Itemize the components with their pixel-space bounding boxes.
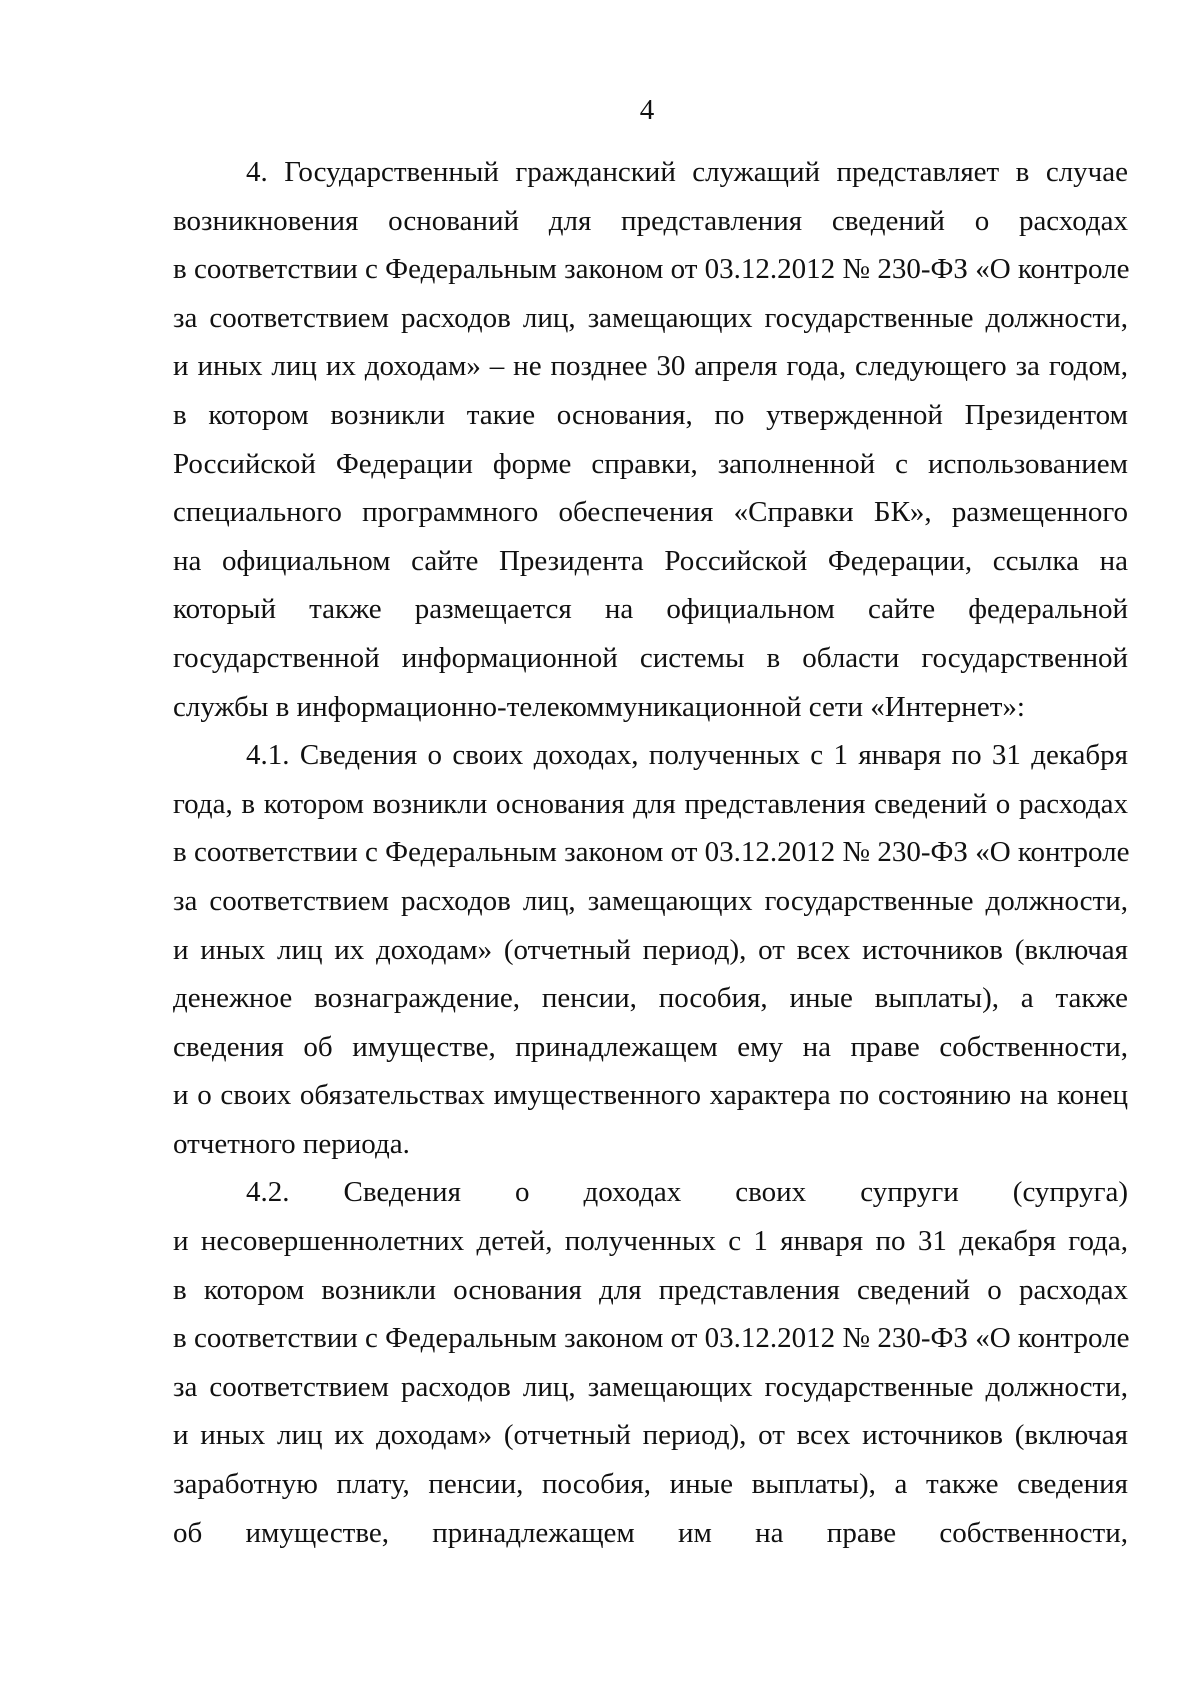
text-line: 4. Государственный гражданский служащий представляет в случае [246, 156, 1128, 188]
text-line: в соответствии с Федеральным законом от 03.12.2012 № 230-ФЗ «О контроле [173, 1322, 1130, 1355]
text-line: и несовершеннолетних детей, полученных с 1 января по 31 декабря года, [173, 1225, 1128, 1258]
text-line: денежное вознаграждение, пенсии, пособия, иные выплаты), а также [173, 982, 1128, 1015]
text-line: Российской Федерации форме справки, заполненной с использованием [173, 447, 1128, 480]
text-line: заработную плату, пенсии, пособия, иные выплаты), а также сведения [173, 1468, 1128, 1501]
paragraph-4-2 [173, 1168, 1128, 1557]
text-line: службы в информационно-телекоммуникационной сети «Интернет»: [173, 690, 1025, 723]
text-line: государственной информационной системы в области государственной [173, 641, 1128, 674]
text-line: который также размещается на официальном сайте федеральной [173, 593, 1128, 626]
text-line: специального программного обеспечения «Справки БК», размещенного [173, 496, 1128, 529]
paragraph-4 [173, 148, 1128, 731]
text-line: об имуществе, принадлежащем им на праве собственности, [173, 1516, 1128, 1549]
text-line: за соответствием расходов лиц, замещающих государственные должности, [173, 884, 1128, 917]
text-line: 4.1. Сведения о своих доходах, полученных с 1 января по 31 декабря [246, 739, 1128, 772]
text-line: в соответствии с Федеральным законом от 03.12.2012 № 230-ФЗ «О контроле [173, 253, 1130, 286]
paragraph-4-1 [173, 731, 1128, 1168]
text-line: года, в котором возникли основания для представления сведений о расходах [173, 787, 1128, 820]
text-line: сведения об имуществе, принадлежащем ему на праве собственности, [173, 1030, 1128, 1063]
text-line: за соответствием расходов лиц, замещающих государственные должности, [173, 1370, 1128, 1403]
text-line: 4.2. Сведения о доходах своих супруги (супруга) [246, 1176, 1128, 1209]
text-line: в котором возникли основания для представления сведений о расходах [173, 1273, 1128, 1306]
text-line: и о своих обязательствах имущественного характера по состоянию на конец [173, 1079, 1128, 1112]
text-line: и иных лиц их доходам» – не позднее 30 апреля года, следующего за годом, [173, 350, 1128, 383]
text-line: и иных лиц их доходам» (отчетный период), от всех источников (включая [173, 933, 1128, 966]
text-line: и иных лиц их доходам» (отчетный период), от всех источников (включая [173, 1419, 1128, 1452]
document-body [173, 148, 1128, 1557]
text-line: на официальном сайте Президента Российской Федерации, ссылка на [173, 544, 1128, 577]
text-line: за соответствием расходов лиц, замещающих государственные должности, [173, 301, 1128, 334]
text-line: в соответствии с Федеральным законом от 03.12.2012 № 230-ФЗ «О контроле [173, 836, 1130, 869]
page-number: 4 [639, 94, 655, 126]
text-line: в котором возникли такие основания, по утвержденной Президентом [173, 398, 1128, 431]
text-line: возникновения оснований для представления сведений о расходах [173, 204, 1128, 237]
text-line: отчетного периода. [173, 1127, 410, 1160]
